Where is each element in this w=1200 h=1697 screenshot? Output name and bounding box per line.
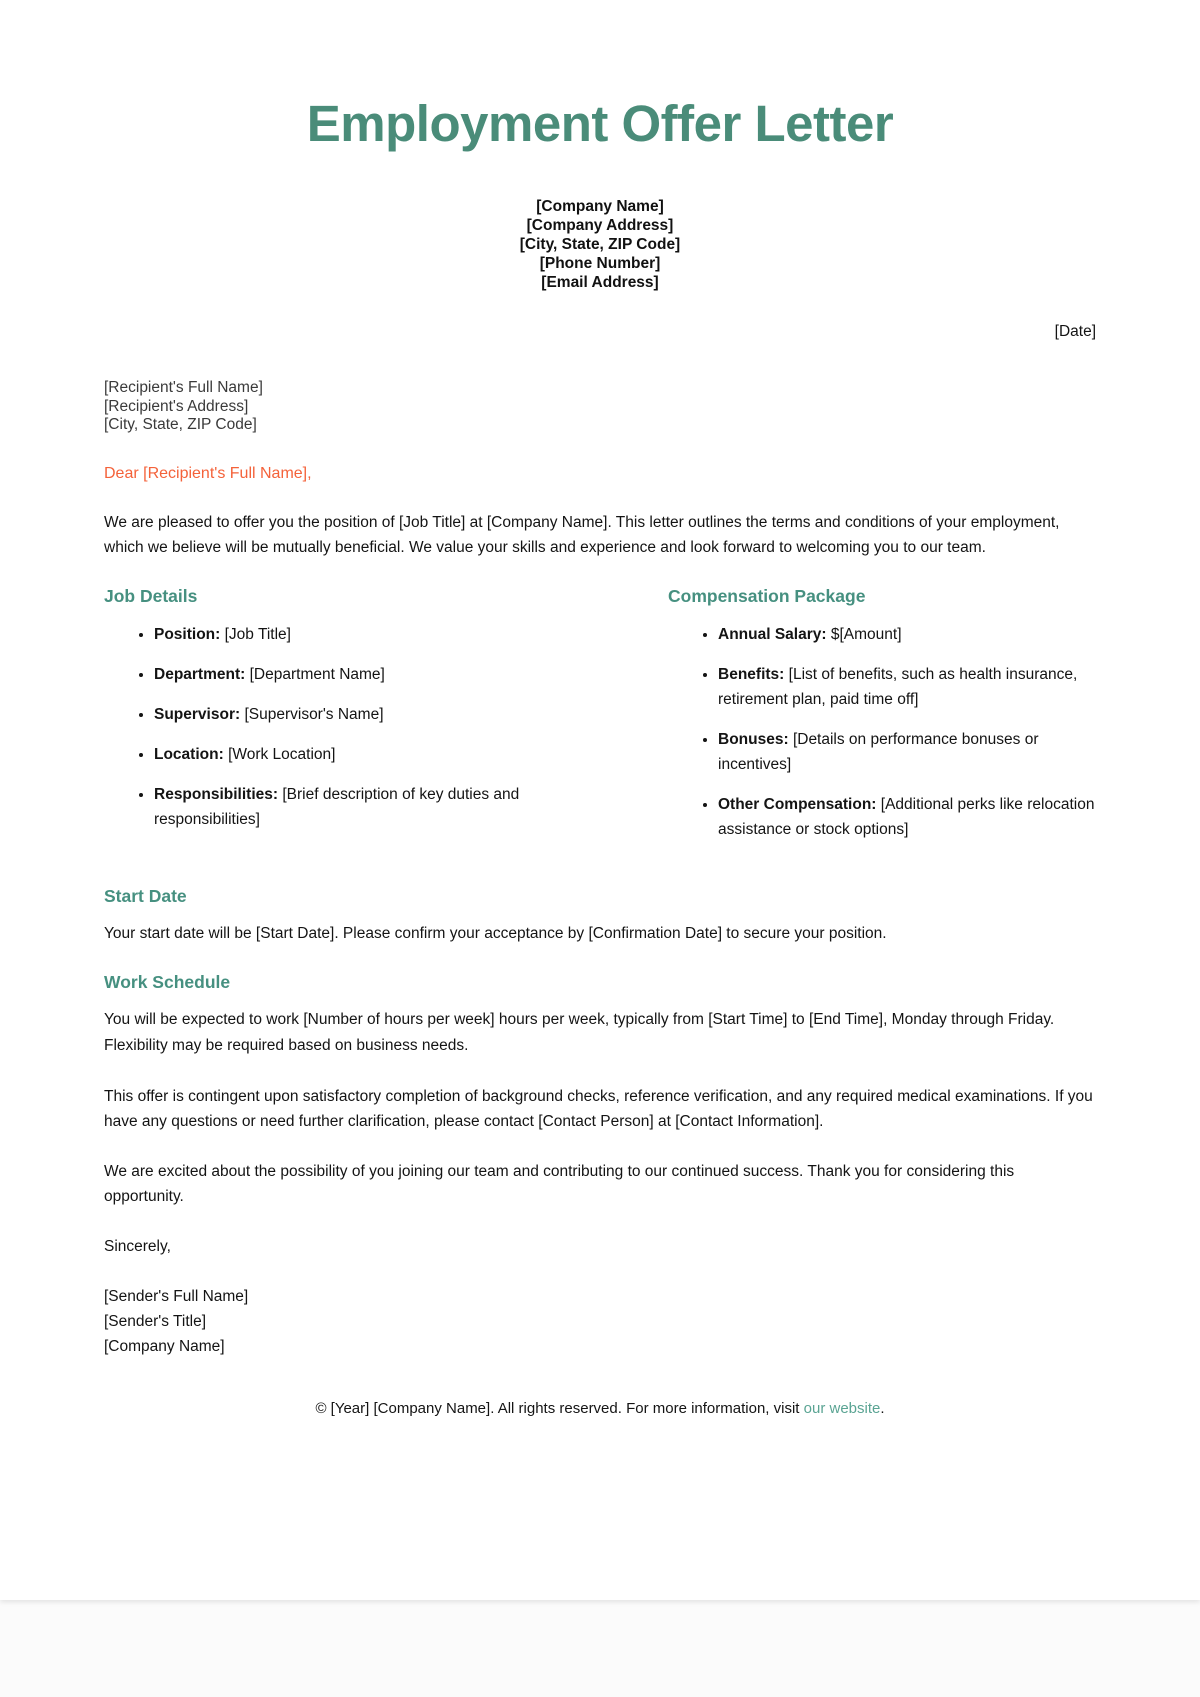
compensation-label: Bonuses: <box>718 730 789 748</box>
page-outside-area <box>0 1600 1200 1697</box>
intro-paragraph: We are pleased to offer you the position of [Job Title] at [Company Name]. This letter outlines the terms and conditions of your employment, which we believe will be mutually beneficial. We value your skills and experience and look forward to welcoming you to our team. <box>104 514 1060 557</box>
sender-company-line: [Company Name] <box>104 1337 225 1355</box>
compensation-value: $[Amount] <box>830 625 902 643</box>
compensation-label: Benefits: <box>718 665 785 683</box>
job-details-label: Location: <box>154 745 224 763</box>
recipient-address-block <box>104 379 1096 436</box>
document-footer <box>104 1396 1096 1417</box>
list-item <box>718 622 1096 647</box>
list-item <box>718 792 1096 842</box>
job-details-column <box>104 586 600 843</box>
job-details-list <box>104 622 600 833</box>
job-details-value: [Department Name] <box>249 665 385 683</box>
job-details-value: [Supervisor's Name] <box>244 705 384 723</box>
compensation-value: [Details on performance bonuses or incentives] <box>718 730 1039 773</box>
work-schedule-paragraph: You will be expected to work [Number of hours per week] hours per week, typically from [Start Time] to [End Time], Monday through Friday. Flexibility may be required based on business needs. <box>104 1011 1055 1054</box>
job-details-label: Department: <box>154 665 246 683</box>
work-schedule-heading: Work Schedule <box>104 972 231 993</box>
list-item <box>154 662 600 687</box>
sender-title-line: [Sender's Title] <box>104 1313 207 1330</box>
company-name-line: [Company Name] <box>536 198 664 216</box>
signature-block <box>104 1285 1096 1359</box>
letter-date: [Date] <box>1054 322 1096 340</box>
compensation-label: Annual Salary: <box>718 625 827 643</box>
job-details-label: Position: <box>154 625 221 643</box>
page-title: Employment Offer Letter <box>306 95 894 152</box>
list-item <box>154 782 600 832</box>
company-city-state-zip-line: [City, State, ZIP Code] <box>519 235 681 253</box>
start-date-heading: Start Date <box>104 886 187 907</box>
job-details-label: Supervisor: <box>154 705 241 723</box>
job-details-heading: Job Details <box>104 585 198 606</box>
company-address-line: [Company Address] <box>526 217 674 234</box>
compensation-package-heading: Compensation Package <box>668 585 866 606</box>
contingency-paragraph: This offer is contingent upon satisfactory completion of background checks, reference verification, and any required medical examinations. If you have any questions or need further clarification, please contact [Contact Person] at [Contact Information]. <box>104 1087 1093 1130</box>
salutation: Dear [Recipient's Full Name], <box>104 465 312 483</box>
list-item <box>154 622 600 647</box>
company-phone-line: [Phone Number] <box>539 254 661 272</box>
details-columns <box>104 586 1096 843</box>
list-item <box>718 727 1096 777</box>
job-details-value: [Job Title] <box>224 625 291 643</box>
start-date-paragraph: Your start date will be [Start Date]. Please confirm your acceptance by [Confirmation Date] to secure your position. <box>104 925 887 943</box>
company-address-block <box>104 198 1096 293</box>
recipient-city-state-zip-line: [City, State, ZIP Code] <box>104 416 257 434</box>
recipient-name-line: [Recipient's Full Name] <box>104 378 263 396</box>
compensation-value: [Additional perks like relocation assistance or stock options] <box>718 796 1095 839</box>
job-details-value: [Work Location] <box>228 745 336 763</box>
sender-name-line: [Sender's Full Name] <box>104 1288 249 1306</box>
job-details-value: [Brief description of key duties and responsibilities] <box>154 786 520 829</box>
closing-paragraph: We are excited about the possibility of you joining our team and contributing to our continued success. Thank you for considering this opportunity. <box>104 1162 1015 1205</box>
compensation-value: [List of benefits, such as health insurance, retirement plan, paid time off] <box>718 665 1078 708</box>
signoff: Sincerely, <box>104 1238 171 1256</box>
start-date-section <box>104 886 1096 946</box>
recipient-address-line: [Recipient's Address] <box>104 397 249 415</box>
company-email-line: [Email Address] <box>541 273 659 291</box>
footer-copyright-text: © [Year] [Company Name]. All rights reserved. For more information, visit <box>315 1399 804 1417</box>
compensation-package-column <box>600 586 1096 843</box>
our-website-link[interactable]: our website <box>803 1399 881 1417</box>
compensation-label: Other Compensation: <box>718 796 877 814</box>
job-details-label: Responsibilities: <box>154 786 279 803</box>
list-item <box>718 662 1096 712</box>
work-schedule-section <box>104 972 1096 1057</box>
footer-trailing-text: . <box>880 1399 885 1417</box>
list-item <box>154 702 600 727</box>
compensation-package-list <box>668 622 1096 843</box>
list-item <box>154 742 600 767</box>
